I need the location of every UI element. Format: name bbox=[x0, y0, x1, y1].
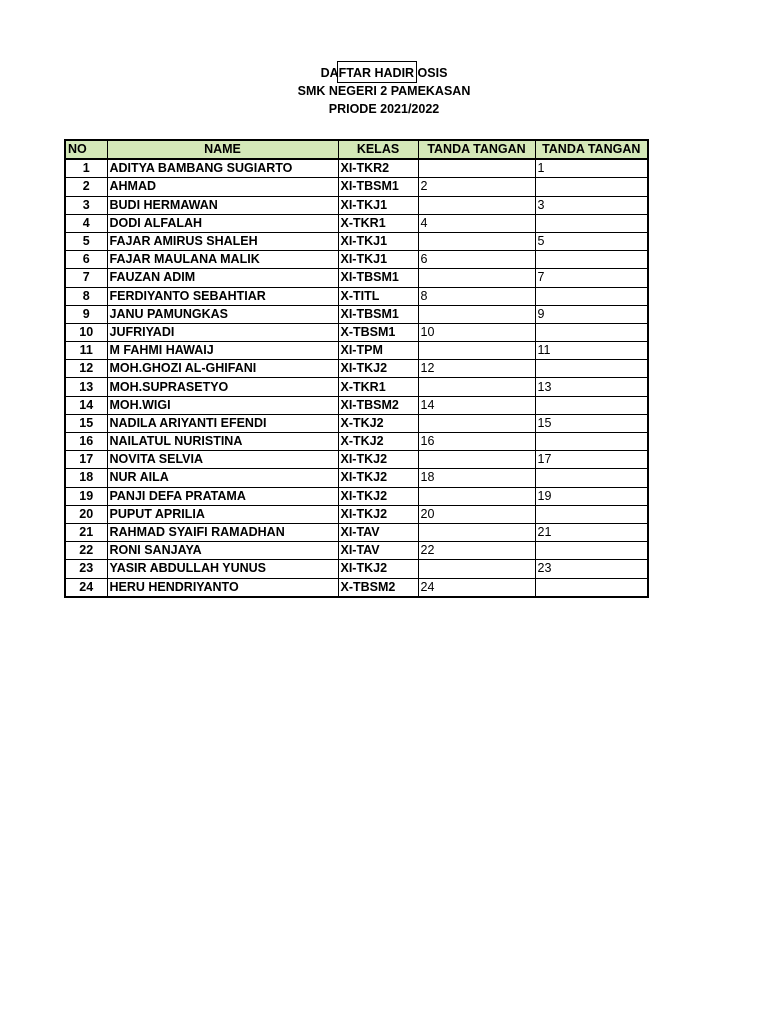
class-code[interactable]: XI-TKJ2 bbox=[338, 451, 418, 469]
signature-cell-1[interactable] bbox=[418, 523, 535, 541]
row-number[interactable]: 20 bbox=[65, 505, 107, 523]
signature-cell-1[interactable]: 22 bbox=[418, 542, 535, 560]
column-header-no[interactable]: NO bbox=[65, 140, 107, 159]
row-number[interactable]: 10 bbox=[65, 323, 107, 341]
student-name[interactable]: FAUZAN ADIM bbox=[107, 269, 338, 287]
student-name[interactable]: NUR AILA bbox=[107, 469, 338, 487]
signature-cell-2[interactable]: 3 bbox=[535, 196, 648, 214]
signature-cell-1[interactable]: 20 bbox=[418, 505, 535, 523]
signature-cell-2[interactable]: 5 bbox=[535, 232, 648, 250]
signature-cell-2[interactable] bbox=[535, 433, 648, 451]
row-number[interactable]: 12 bbox=[65, 360, 107, 378]
row-number[interactable]: 2 bbox=[65, 178, 107, 196]
signature-cell-1[interactable] bbox=[418, 232, 535, 250]
student-name[interactable]: YASIR ABDULLAH YUNUS bbox=[107, 560, 338, 578]
row-number[interactable]: 18 bbox=[65, 469, 107, 487]
table-row bbox=[65, 342, 648, 360]
signature-cell-1[interactable]: 24 bbox=[418, 578, 535, 597]
table-row bbox=[65, 269, 648, 287]
signature-cell-2[interactable] bbox=[535, 396, 648, 414]
table-row bbox=[65, 360, 648, 378]
column-header-signature-1[interactable]: TANDA TANGAN bbox=[418, 140, 535, 159]
row-number[interactable]: 14 bbox=[65, 396, 107, 414]
table-row bbox=[65, 323, 648, 341]
signature-cell-1[interactable]: 18 bbox=[418, 469, 535, 487]
class-code[interactable]: XI-TKJ2 bbox=[338, 560, 418, 578]
signature-cell-1[interactable]: 4 bbox=[418, 214, 535, 232]
signature-cell-2[interactable] bbox=[535, 178, 648, 196]
student-name[interactable]: AHMAD bbox=[107, 178, 338, 196]
student-name[interactable]: MOH.GHOZI AL-GHIFANI bbox=[107, 360, 338, 378]
row-number[interactable]: 9 bbox=[65, 305, 107, 323]
student-name[interactable]: PANJI DEFA PRATAMA bbox=[107, 487, 338, 505]
signature-cell-2[interactable] bbox=[535, 469, 648, 487]
signature-cell-2[interactable]: 15 bbox=[535, 414, 648, 432]
signature-cell-2[interactable]: 23 bbox=[535, 560, 648, 578]
signature-cell-2[interactable] bbox=[535, 505, 648, 523]
signature-cell-1[interactable] bbox=[418, 560, 535, 578]
school-name: SMK NEGERI 2 PAMEKASAN bbox=[297, 84, 471, 98]
student-name[interactable]: BUDI HERMAWAN bbox=[107, 196, 338, 214]
row-number[interactable]: 3 bbox=[65, 196, 107, 214]
signature-cell-1[interactable] bbox=[418, 269, 535, 287]
table-row bbox=[65, 451, 648, 469]
class-code[interactable]: XI-TKJ2 bbox=[338, 360, 418, 378]
signature-cell-2[interactable]: 19 bbox=[535, 487, 648, 505]
row-number[interactable]: 16 bbox=[65, 433, 107, 451]
student-name[interactable]: NOVITA SELVIA bbox=[107, 451, 338, 469]
document-title: DAFTAR HADIR OSIS bbox=[320, 66, 448, 80]
student-name[interactable]: RONI SANJAYA bbox=[107, 542, 338, 560]
class-code[interactable]: XI-TKJ2 bbox=[338, 487, 418, 505]
row-number[interactable]: 23 bbox=[65, 560, 107, 578]
signature-cell-2[interactable]: 21 bbox=[535, 523, 648, 541]
signature-cell-1[interactable]: 14 bbox=[418, 396, 535, 414]
period-label: PRIODE 2021/2022 bbox=[328, 102, 440, 116]
row-number[interactable]: 6 bbox=[65, 251, 107, 269]
student-name[interactable]: FERDIYANTO SEBAHTIAR bbox=[107, 287, 338, 305]
table-row bbox=[65, 378, 648, 396]
student-name[interactable]: ADITYA BAMBANG SUGIARTO bbox=[107, 159, 338, 178]
row-number[interactable]: 8 bbox=[65, 287, 107, 305]
signature-cell-2[interactable]: 1 bbox=[535, 159, 648, 178]
column-header-signature-2[interactable]: TANDA TANGAN bbox=[535, 140, 648, 159]
row-number[interactable]: 5 bbox=[65, 232, 107, 250]
class-code[interactable]: XI-TBSM1 bbox=[338, 178, 418, 196]
signature-cell-1[interactable] bbox=[418, 305, 535, 323]
row-number[interactable]: 24 bbox=[65, 578, 107, 597]
signature-cell-1[interactable] bbox=[418, 342, 535, 360]
table-row bbox=[65, 414, 648, 432]
student-name[interactable]: M FAHMI HAWAIJ bbox=[107, 342, 338, 360]
table-row bbox=[65, 196, 648, 214]
table-row bbox=[65, 433, 648, 451]
student-name[interactable]: JANU PAMUNGKAS bbox=[107, 305, 338, 323]
class-code[interactable]: X-TITL bbox=[338, 287, 418, 305]
student-name[interactable]: PUPUT APRILIA bbox=[107, 505, 338, 523]
table-row bbox=[65, 287, 648, 305]
student-name[interactable]: FAJAR AMIRUS SHALEH bbox=[107, 232, 338, 250]
student-name[interactable]: NAILATUL NURISTINA bbox=[107, 433, 338, 451]
table-row bbox=[65, 560, 648, 578]
table-row bbox=[65, 505, 648, 523]
signature-cell-2[interactable] bbox=[535, 214, 648, 232]
signature-cell-1[interactable] bbox=[418, 451, 535, 469]
class-code[interactable]: XI-TKJ1 bbox=[338, 232, 418, 250]
table-body bbox=[65, 159, 648, 597]
student-name[interactable]: DODI ALFALAH bbox=[107, 214, 338, 232]
table-row bbox=[65, 178, 648, 196]
signature-cell-2[interactable]: 9 bbox=[535, 305, 648, 323]
table-row bbox=[65, 251, 648, 269]
row-number[interactable]: 7 bbox=[65, 269, 107, 287]
signature-cell-1[interactable]: 2 bbox=[418, 178, 535, 196]
signature-cell-1[interactable] bbox=[418, 378, 535, 396]
signature-cell-2[interactable] bbox=[535, 542, 648, 560]
signature-cell-1[interactable]: 12 bbox=[418, 360, 535, 378]
signature-cell-2[interactable]: 17 bbox=[535, 451, 648, 469]
table-row bbox=[65, 487, 648, 505]
class-code[interactable]: XI-TBSM1 bbox=[338, 305, 418, 323]
signature-cell-1[interactable]: 6 bbox=[418, 251, 535, 269]
table-row bbox=[65, 523, 648, 541]
student-name[interactable]: MOH.SUPRASETYO bbox=[107, 378, 338, 396]
student-name[interactable]: MOH.WIGI bbox=[107, 396, 338, 414]
class-code[interactable]: XI-TKR2 bbox=[338, 159, 418, 178]
class-code[interactable]: X-TKJ2 bbox=[338, 433, 418, 451]
class-code[interactable]: X-TBSM2 bbox=[338, 578, 418, 597]
table-row bbox=[65, 305, 648, 323]
row-number[interactable]: 19 bbox=[65, 487, 107, 505]
row-number[interactable]: 15 bbox=[65, 414, 107, 432]
class-code[interactable]: X-TBSM1 bbox=[338, 323, 418, 341]
row-number[interactable]: 11 bbox=[65, 342, 107, 360]
signature-cell-1[interactable] bbox=[418, 487, 535, 505]
class-code[interactable]: XI-TBSM2 bbox=[338, 396, 418, 414]
signature-cell-1[interactable]: 8 bbox=[418, 287, 535, 305]
student-name[interactable]: HERU HENDRIYANTO bbox=[107, 578, 338, 597]
row-number[interactable]: 4 bbox=[65, 214, 107, 232]
signature-cell-2[interactable] bbox=[535, 287, 648, 305]
class-code[interactable]: XI-TAV bbox=[338, 523, 418, 541]
class-code[interactable]: X-TKR1 bbox=[338, 378, 418, 396]
table-row bbox=[65, 469, 648, 487]
table-row bbox=[65, 396, 648, 414]
document-header bbox=[0, 64, 768, 118]
class-code[interactable]: XI-TKJ1 bbox=[338, 196, 418, 214]
row-number[interactable]: 13 bbox=[65, 378, 107, 396]
student-name[interactable]: FAJAR MAULANA MALIK bbox=[107, 251, 338, 269]
class-code[interactable]: XI-TBSM1 bbox=[338, 269, 418, 287]
table-row bbox=[65, 578, 648, 597]
signature-cell-1[interactable] bbox=[418, 414, 535, 432]
class-code[interactable]: X-TKJ2 bbox=[338, 414, 418, 432]
signature-cell-2[interactable] bbox=[535, 578, 648, 597]
class-code[interactable]: XI-TKJ2 bbox=[338, 505, 418, 523]
class-code[interactable]: XI-TAV bbox=[338, 542, 418, 560]
table-row bbox=[65, 214, 648, 232]
signature-cell-2[interactable] bbox=[535, 323, 648, 341]
table-row bbox=[65, 159, 648, 178]
table-header-row bbox=[65, 140, 648, 159]
student-name[interactable]: JUFRIYADI bbox=[107, 323, 338, 341]
signature-cell-2[interactable]: 11 bbox=[535, 342, 648, 360]
signature-cell-1[interactable]: 16 bbox=[418, 433, 535, 451]
signature-cell-2[interactable] bbox=[535, 360, 648, 378]
signature-cell-2[interactable]: 7 bbox=[535, 269, 648, 287]
table-row bbox=[65, 232, 648, 250]
row-number[interactable]: 17 bbox=[65, 451, 107, 469]
class-code[interactable]: XI-TPM bbox=[338, 342, 418, 360]
column-header-kelas[interactable]: KELAS bbox=[338, 140, 418, 159]
student-name[interactable]: RAHMAD SYAIFI RAMADHAN bbox=[107, 523, 338, 541]
signature-cell-1[interactable] bbox=[418, 196, 535, 214]
attendance-table bbox=[64, 139, 649, 598]
signature-cell-1[interactable] bbox=[418, 159, 535, 178]
table-row bbox=[65, 542, 648, 560]
row-number[interactable]: 21 bbox=[65, 523, 107, 541]
column-header-name[interactable]: NAME bbox=[107, 140, 338, 159]
class-code[interactable]: X-TKR1 bbox=[338, 214, 418, 232]
student-name[interactable]: NADILA ARIYANTI EFENDI bbox=[107, 414, 338, 432]
class-code[interactable]: XI-TKJ2 bbox=[338, 469, 418, 487]
signature-cell-1[interactable]: 10 bbox=[418, 323, 535, 341]
signature-cell-2[interactable] bbox=[535, 251, 648, 269]
class-code[interactable]: XI-TKJ1 bbox=[338, 251, 418, 269]
row-number[interactable]: 22 bbox=[65, 542, 107, 560]
row-number[interactable]: 1 bbox=[65, 159, 107, 178]
signature-cell-2[interactable]: 13 bbox=[535, 378, 648, 396]
